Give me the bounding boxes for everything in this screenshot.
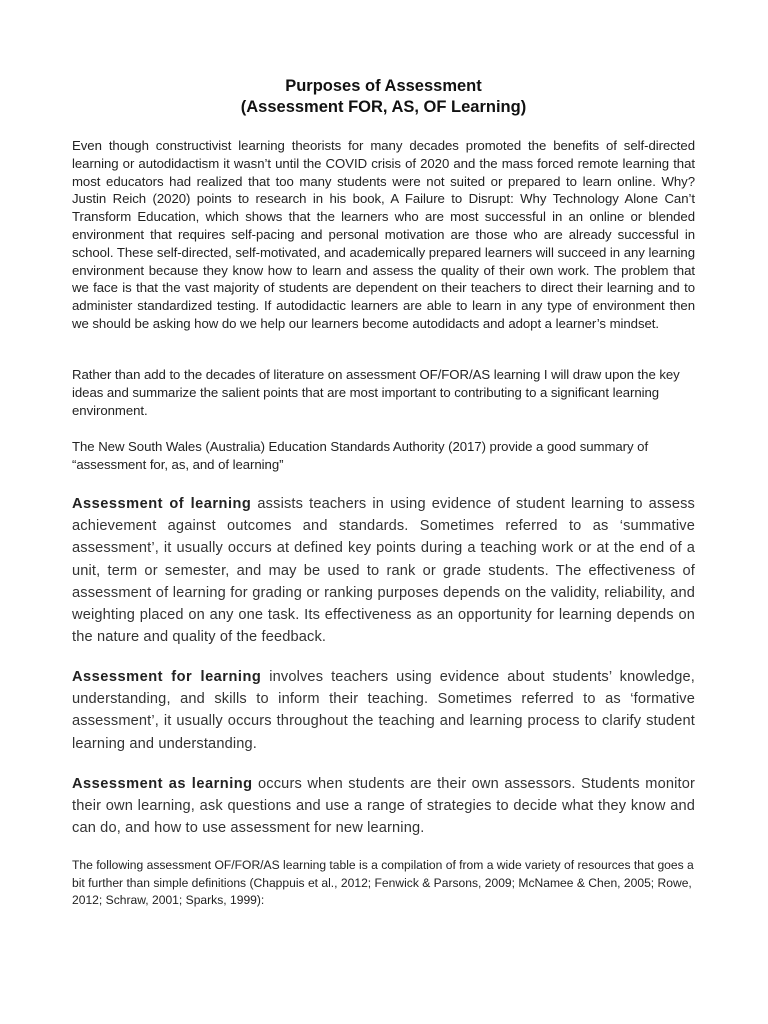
assessment-for-learning-term: Assessment for learning (72, 669, 262, 685)
assessment-for-learning-text: involves teachers using evidence about students’ knowledge, understanding, and skills to inform their teaching. Sometimes referred to as ‘formative assessment’, it usually occurs throughout the teaching and learning process to clarify student learning and understanding. (72, 669, 695, 752)
assessment-for-learning-paragraph (72, 666, 695, 755)
nsw-summary-paragraph: The New South Wales (Australia) Education Standards Authority (2017) provide a good summary of “assessment for, as, and of learning” (72, 439, 649, 472)
literature-paragraph: Rather than add to the decades of literature on assessment OF/FOR/AS learning I will draw upon the key ideas and summarize the salient points that are most important to contributing to a significant learning environment. (72, 367, 680, 418)
assessment-as-learning-term: Assessment as learning (72, 776, 253, 792)
assessment-of-learning-text: assists teachers in using evidence of student learning to assess achievement against outcomes and standards. Sometimes referred to as ‘summative assessment’, it usually occurs at defined key points during a teaching work or at the end of a unit, term or semester, and may be used to rank or grade students. The effectiveness of assessment of learning for grading or ranking purposes depends on the validity, reliability, and weighting placed on any one task. Its effectiveness as an opportunity for learning depends on the nature and quality of the feedback. (72, 496, 695, 646)
table-intro-paragraph: The following assessment OF/FOR/AS learning table is a compilation of from a wide variety of resources that goes a bit further than simple definitions (Chappuis et al., 2012; Fenwick & Parsons, 2009; McNamee & Chen, 2005; Rowe, 2012; Schraw, 2001; Sparks, 1999): (72, 858, 694, 908)
assessment-as-learning-text: occurs when students are their own assessors. Students monitor their own learning, ask questions and use a range of strategies to decide what they know and can do, and how to use assessment for new learning. (72, 776, 695, 837)
intro-paragraph: Even though constructivist learning theorists for many decades promoted the benefits of self-directed learning or autodidactism it wasn’t until the COVID crisis of 2020 and the mass forced remote learning that most educators had realized that too many students were not suited or prepared to learn online. Why? Justin Reich (2020) points to research in his book, A Failure to Disrupt: Why Technology Alone Can’t Transform Education, which shows that the learners who are most successful in an online or blended environment that requires self-pacing and personal motivation are those who are already successful in school. These self-directed, self-motivated, and academically prepared learners will succeed in any learning environment because they know how to learn and assess the quality of their own work. The problem that we face is that the vast majority of students are dependent on their teachers to direct their learning and to administer standardized testing. If autodidactic learners are able to learn in any type of environment then we should be asking how do we help our learners become autodidacts and adopt a learner’s mindset. (72, 138, 695, 331)
assessment-of-learning-term: Assessment of learning (72, 496, 252, 512)
assessment-as-learning-paragraph (72, 773, 695, 840)
document-title-block (72, 76, 695, 118)
page-title: Purposes of Assessment (285, 77, 482, 95)
assessment-of-learning-paragraph (72, 493, 695, 648)
page-subtitle: (Assessment FOR, AS, OF Learning) (240, 98, 527, 116)
